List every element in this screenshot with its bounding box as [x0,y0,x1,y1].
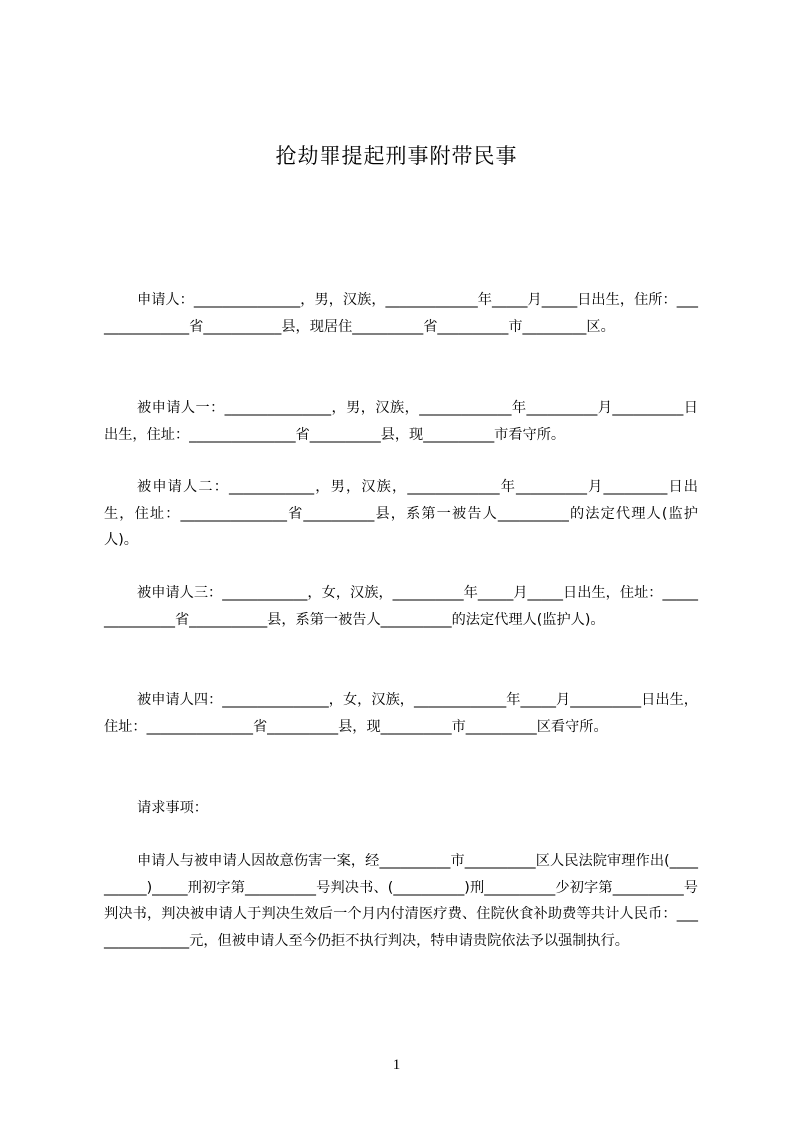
respondent-4-paragraph: 被申请人四：_______________，女，汉族，_____________年_____月__________日出生，住址：_______________省__________县，现__________市__________区看守所。 [104,692,698,735]
respondent-1-paragraph: 被申请人一：_______________，男，汉族，_____________年__________月__________日出生，住址：_______________省__________县，现__________市看守所。 [104,400,698,443]
document-title: 抢劫罪提起刑事附带民事 [275,144,518,168]
respondent-3-paragraph: 被申请人三：____________，女，汉族，__________年_____月_____日出生，住址：_______________省___________县，系第一被告人__________的法定代理人(监护人)。 [104,585,698,628]
applicant-paragraph: 申请人：_______________，男，汉族，_____________年_____月_____日出生，住所：_______________省___________县，现居住__________省__________市_________区。 [104,292,698,335]
request-heading: 请求事项： [137,800,208,816]
page-number: 1 [392,1057,401,1073]
request-body: 申请人与被申请人因故意伤害一案，经__________市__________区人民法院审理作出(__________)_____刑初字第__________号判决书、(__________)刑__________少初字第__________号判决书，判决被申请人于判决生效后一个月内付清医疗费、住院伙食补助费等共计人民币：_______________元，但被申请人至今仍拒不执行判决，特申请贵院依法予以强制执行。 [104,853,698,949]
respondent-2-paragraph: 被申请人二：____________，男，汉族，_____________年__________月_________日出生，住址：_______________省__________县，系第一被告人__________的法定代理人(监护人)。 [104,479,698,548]
